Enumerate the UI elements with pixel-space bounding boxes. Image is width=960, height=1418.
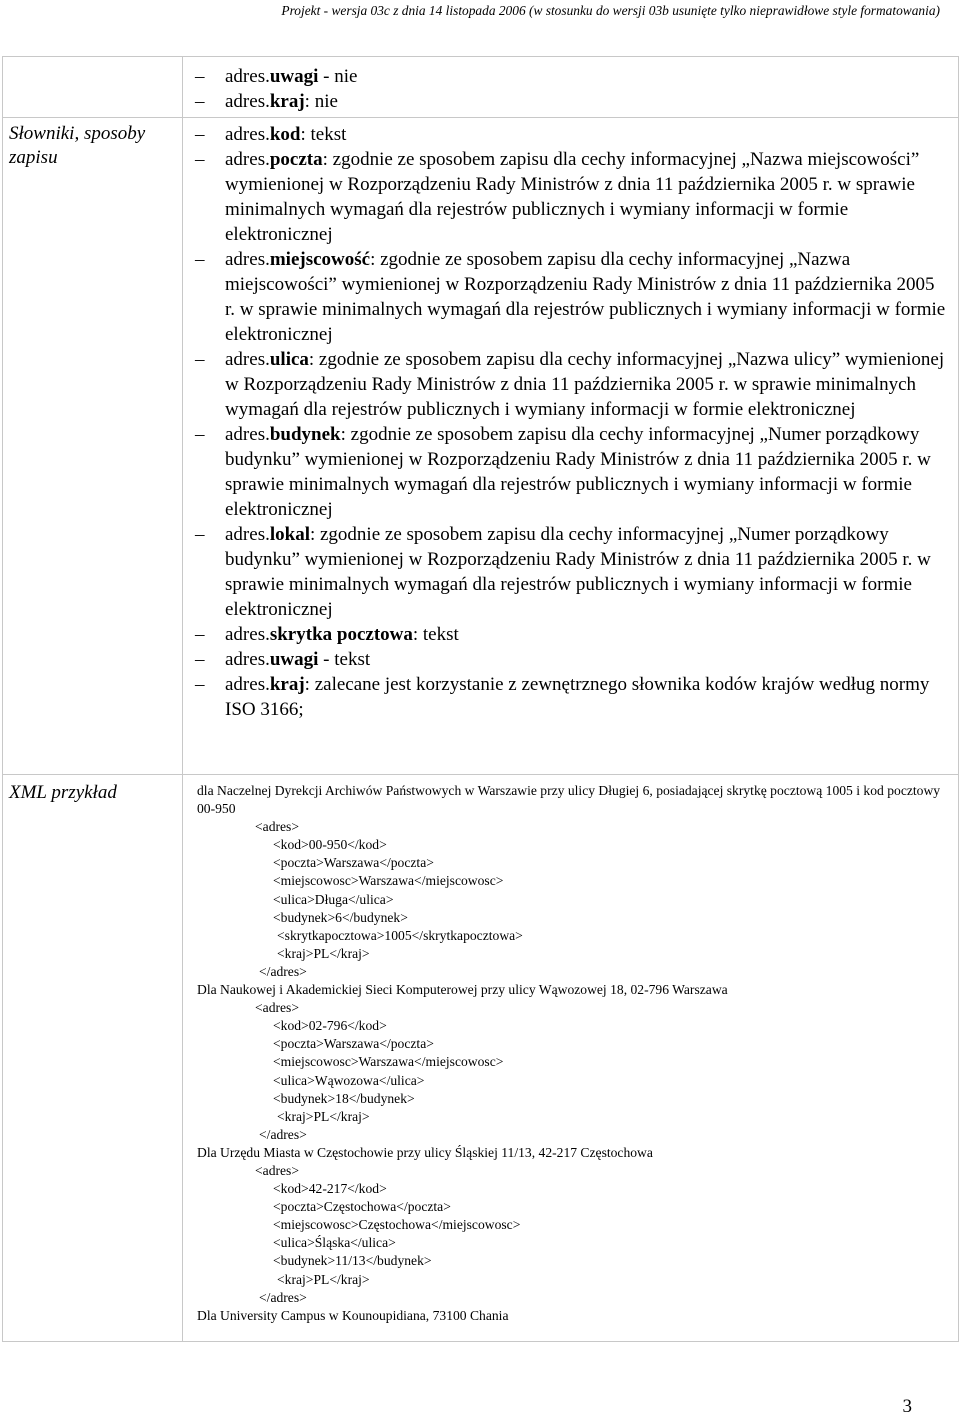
list-item bbox=[183, 622, 958, 647]
field-name: uwagi bbox=[269, 66, 319, 87]
xml-line: </adres> bbox=[259, 963, 307, 979]
xml-line: <kraj>PL</kraj> bbox=[277, 1271, 370, 1287]
dash-bullet-icon: – bbox=[195, 674, 205, 695]
field-prefix: adres. bbox=[225, 124, 270, 145]
list-item bbox=[183, 147, 958, 247]
xml-line: <poczta>Warszawa</poczta> bbox=[273, 855, 434, 871]
dash-bullet-icon: – bbox=[195, 124, 205, 145]
xml-line: <ulica>Wąwozowa</ulica> bbox=[273, 1072, 425, 1088]
xml-line: <kraj>PL</kraj> bbox=[277, 1108, 370, 1124]
example-description: Dla Urzędu Miasta w Częstochowie przy ulicy Śląskiej 11/13, 42-217 Częstochowa bbox=[197, 1144, 653, 1160]
dash-bullet-icon: – bbox=[195, 649, 205, 670]
list-item bbox=[183, 647, 958, 672]
document-table bbox=[2, 56, 959, 1342]
xml-line: <adres> bbox=[255, 819, 300, 835]
table-row-continuation bbox=[3, 57, 959, 118]
field-prefix: adres. bbox=[225, 249, 270, 270]
xml-line: <budynek>6</budynek> bbox=[273, 909, 408, 925]
field-description: : zalecane jest korzystanie z zewnętrznego słownika kodów krajów według normy ISO 3166; bbox=[225, 674, 930, 720]
dash-bullet-icon: – bbox=[195, 524, 205, 545]
row-label-empty bbox=[3, 57, 183, 118]
field-prefix: adres. bbox=[225, 624, 270, 645]
field-prefix: adres. bbox=[225, 149, 270, 170]
xml-line: <miejscowosc>Częstochowa</miejscowosc> bbox=[273, 1217, 521, 1233]
field-description: : zgodnie ze sposobem zapisu dla cechy informacyjnej „Nazwa miejscowości” wymienionej w Rozporządzeniu Rady Ministrów z dnia 11 października 2005 r. w sprawie minimalnych wymagań dla rejestrów publicznych i wymiany informacji w formie elektronicznej bbox=[225, 149, 920, 245]
field-name: lokal bbox=[269, 524, 310, 545]
field-prefix: adres. bbox=[225, 66, 270, 87]
page-number: 3 bbox=[902, 1396, 912, 1417]
xml-line: <kod>42-217</kod> bbox=[273, 1181, 387, 1197]
field-description: : zgodnie ze sposobem zapisu dla cechy informacyjnej „Nazwa ulicy” wymienionej w Rozporządzeniu Rady Ministrów z dnia 11 października 2005 r. w sprawie minimalnych wymagań dla rejestrów publicznych i wymiany informacji w formie elektronicznej bbox=[225, 349, 945, 420]
xml-line: <ulica>Śląska</ulica> bbox=[273, 1235, 396, 1251]
list-item bbox=[183, 122, 958, 147]
list-item bbox=[183, 422, 958, 522]
field-prefix: adres. bbox=[225, 424, 270, 445]
list-item bbox=[183, 247, 958, 347]
field-prefix: adres. bbox=[225, 349, 270, 370]
field-prefix: adres. bbox=[225, 674, 270, 695]
xml-example-block bbox=[183, 775, 958, 1325]
list-item bbox=[183, 347, 958, 422]
row-content bbox=[183, 57, 959, 118]
xml-line: <poczta>Warszawa</poczta> bbox=[273, 1036, 434, 1052]
field-name: uwagi bbox=[269, 649, 319, 670]
field-list bbox=[183, 57, 958, 114]
list-item bbox=[183, 89, 958, 114]
field-description: : nie bbox=[304, 91, 338, 112]
dash-bullet-icon: – bbox=[195, 66, 205, 87]
row-label: Słowniki, sposoby zapisu bbox=[3, 118, 183, 775]
field-description: - nie bbox=[318, 66, 358, 87]
list-item bbox=[183, 522, 958, 622]
xml-line: <miejscowosc>Warszawa</miejscowosc> bbox=[273, 1054, 504, 1070]
field-name: poczta bbox=[269, 149, 323, 170]
list-item bbox=[183, 64, 958, 89]
xml-line: <adres> bbox=[255, 1162, 300, 1178]
xml-line: </adres> bbox=[259, 1126, 307, 1142]
dash-bullet-icon: – bbox=[195, 91, 205, 112]
xml-line: <miejscowosc>Warszawa</miejscowosc> bbox=[273, 873, 504, 889]
dash-bullet-icon: – bbox=[195, 349, 205, 370]
xml-line: <kod>00-950</kod> bbox=[273, 837, 387, 853]
xml-line: <kraj>PL</kraj> bbox=[277, 945, 370, 961]
field-prefix: adres. bbox=[225, 649, 270, 670]
xml-line: </adres> bbox=[259, 1289, 307, 1305]
field-name: skrytka pocztowa bbox=[269, 624, 413, 645]
field-description: : zgodnie ze sposobem zapisu dla cechy informacyjnej „Nazwa miejscowości” wymienionej w Rozporządzeniu Rady Ministrów z dnia 11 października 2005 r. w sprawie minimalnych wymagań dla rejestrów publicznych i wymiany informacji w formie elektronicznej bbox=[225, 249, 946, 345]
example-description: Dla Naukowej i Akademickiej Sieci Komputerowej przy ulicy Wąwozowej 18, 02-796 Warszawa bbox=[197, 982, 728, 998]
field-name: kraj bbox=[269, 91, 305, 112]
field-name: miejscowość bbox=[269, 249, 371, 270]
field-name: budynek bbox=[269, 424, 341, 445]
field-prefix: adres. bbox=[225, 524, 270, 545]
list-item bbox=[183, 672, 958, 722]
field-name: ulica bbox=[269, 349, 309, 370]
dash-bullet-icon: – bbox=[195, 624, 205, 645]
example-description: dla Naczelnej Dyrekcji Archiwów Państwowych w Warszawie przy ulicy Długiej 6, posiadającej skrytkę pocztową 1005 i kod pocztowy 00-950 bbox=[197, 783, 941, 817]
dash-bullet-icon: – bbox=[195, 424, 205, 445]
field-name: kod bbox=[269, 124, 301, 145]
row-content bbox=[183, 775, 959, 1342]
field-description: : tekst bbox=[412, 624, 459, 645]
xml-line: <adres> bbox=[255, 1000, 300, 1016]
page-header: Projekt - wersja 03c z dnia 14 listopada 2006 (w stosunku do wersji 03b usunięte tylko nieprawidłowe style formatowania) bbox=[281, 3, 940, 18]
xml-line: <ulica>Długa</ulica> bbox=[273, 891, 394, 907]
row-label: XML przykład bbox=[3, 775, 183, 1342]
row-content bbox=[183, 118, 959, 775]
field-description: - tekst bbox=[318, 649, 371, 670]
field-prefix: adres. bbox=[225, 91, 270, 112]
field-description: : zgodnie ze sposobem zapisu dla cechy informacyjnej „Numer porządkowy budynku” wymienionej w Rozporządzeniu Rady Ministrów z dnia 11 października 2005 r. w sprawie minimalnych wymagań dla rejestrów publicznych i wymiany informacji w formie elektronicznej bbox=[225, 424, 931, 520]
xml-line: <budynek>11/13</budynek> bbox=[273, 1253, 432, 1269]
dash-bullet-icon: – bbox=[195, 149, 205, 170]
xml-line: <kod>02-796</kod> bbox=[273, 1018, 387, 1034]
table-row-dictionaries bbox=[3, 118, 959, 775]
field-list bbox=[183, 118, 958, 722]
table-row-xml-example bbox=[3, 775, 959, 1342]
dash-bullet-icon: – bbox=[195, 249, 205, 270]
xml-line: <budynek>18</budynek> bbox=[273, 1090, 415, 1106]
field-name: kraj bbox=[269, 674, 305, 695]
example-description: Dla University Campus w Kounoupidiana, 73100 Chania bbox=[197, 1307, 509, 1323]
xml-line: <skrytkapocztowa>1005</skrytkapocztowa> bbox=[277, 927, 523, 943]
field-description: : zgodnie ze sposobem zapisu dla cechy informacyjnej „Numer porządkowy budynku” wymienionej w Rozporządzeniu Rady Ministrów z dnia 11 października 2005 r. w sprawie minimalnych wymagań dla rejestrów publicznych i wymiany informacji w formie elektronicznej bbox=[225, 524, 931, 620]
field-description: : tekst bbox=[300, 124, 347, 145]
xml-line: <poczta>Częstochowa</poczta> bbox=[273, 1199, 451, 1215]
